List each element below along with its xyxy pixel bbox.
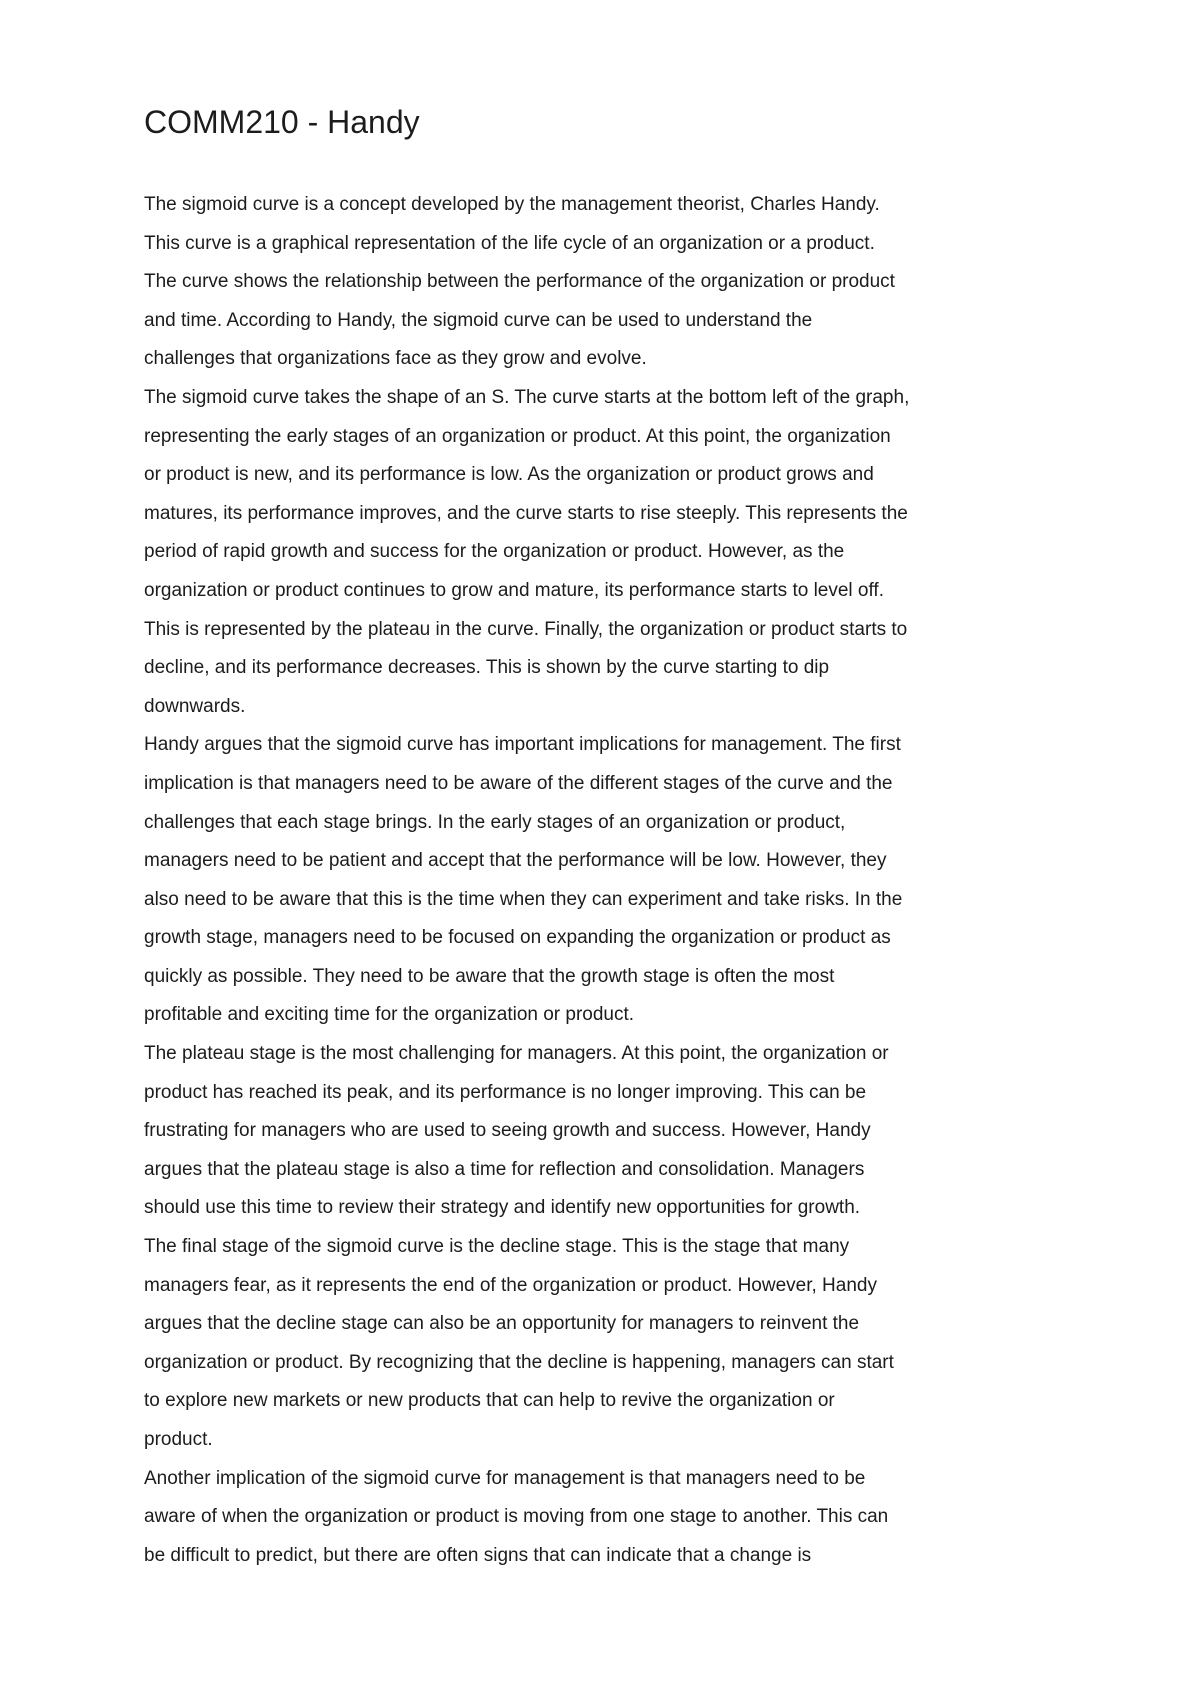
text-line: decline, and its performance decreases. This is shown by the curve starting to dip — [144, 657, 830, 679]
text-line: period of rapid growth and success for the organization or product. However, as the — [144, 541, 845, 563]
text-line: implication is that managers need to be aware of the different stages of the curve and the — [144, 772, 893, 794]
text-line: should use this time to review their strategy and identify new opportunities for growth. — [144, 1197, 861, 1219]
text-line: challenges that each stage brings. In the early stages of an organization or product, — [144, 811, 846, 833]
document-body — [144, 186, 1074, 1575]
text-line: managers fear, as it represents the end of the organization or product. However, Handy — [144, 1274, 877, 1296]
text-line: organization or product continues to grow and mature, its performance starts to level off. — [144, 579, 884, 601]
text-line: aware of when the organization or product is moving from one stage to another. This can — [144, 1506, 889, 1528]
text-line: representing the early stages of an organization or product. At this point, the organization — [144, 425, 891, 447]
text-line: also need to be aware that this is the time when they can experiment and take risks. In the — [144, 888, 903, 910]
text-line: The sigmoid curve is a concept developed by the management theorist, Charles Handy. — [144, 194, 880, 215]
text-line: challenges that organizations face as they grow and evolve. — [144, 348, 647, 370]
document-title: COMM210 - Handy — [144, 104, 420, 140]
text-line: matures, its performance improves, and the curve starts to rise steeply. This represents the — [144, 502, 908, 524]
text-line: to explore new markets or new products that can help to revive the organization or — [144, 1390, 835, 1412]
text-line: quickly as possible. They need to be aware that the growth stage is often the most — [144, 965, 835, 987]
text-line: or product is new, and its performance is low. As the organization or product grows and — [144, 464, 874, 486]
text-line: organization or product. By recognizing that the decline is happening, managers can start — [144, 1351, 894, 1373]
text-line: product has reached its peak, and its performance is no longer improving. This can be — [144, 1081, 867, 1103]
text-line: frustrating for managers who are used to seeing growth and success. However, Handy — [144, 1120, 871, 1142]
text-line: Another implication of the sigmoid curve for management is that managers need to be — [144, 1467, 866, 1489]
text-line: argues that the plateau stage is also a time for reflection and consolidation. Managers — [144, 1158, 865, 1180]
text-line: The final stage of the sigmoid curve is the decline stage. This is the stage that many — [144, 1236, 850, 1258]
text-line: The plateau stage is the most challenging for managers. At this point, the organization or — [144, 1043, 889, 1065]
text-line: product. — [144, 1429, 213, 1450]
text-line: The sigmoid curve takes the shape of an S. The curve starts at the bottom left of the graph, — [144, 386, 910, 408]
text-line: The curve shows the relationship between the performance of the organization or product — [144, 271, 895, 293]
text-line: This is represented by the plateau in the curve. Finally, the organization or product starts to — [144, 618, 908, 640]
text-line: argues that the decline stage can also be an opportunity for managers to reinvent the — [144, 1313, 860, 1335]
text-line: growth stage, managers need to be focused on expanding the organization or product as — [144, 927, 891, 949]
text-line: and time. According to Handy, the sigmoid curve can be used to understand the — [144, 309, 813, 331]
text-line: This curve is a graphical representation of the life cycle of an organization or a product. — [144, 232, 875, 254]
text-line: profitable and exciting time for the organization or product. — [144, 1004, 635, 1026]
text-line: be difficult to predict, but there are often signs that can indicate that a change is — [144, 1544, 812, 1566]
text-line: Handy argues that the sigmoid curve has important implications for management. The first — [144, 734, 901, 756]
text-line: managers need to be patient and accept that the performance will be low. However, they — [144, 850, 887, 872]
text-line: downwards. — [144, 695, 246, 717]
